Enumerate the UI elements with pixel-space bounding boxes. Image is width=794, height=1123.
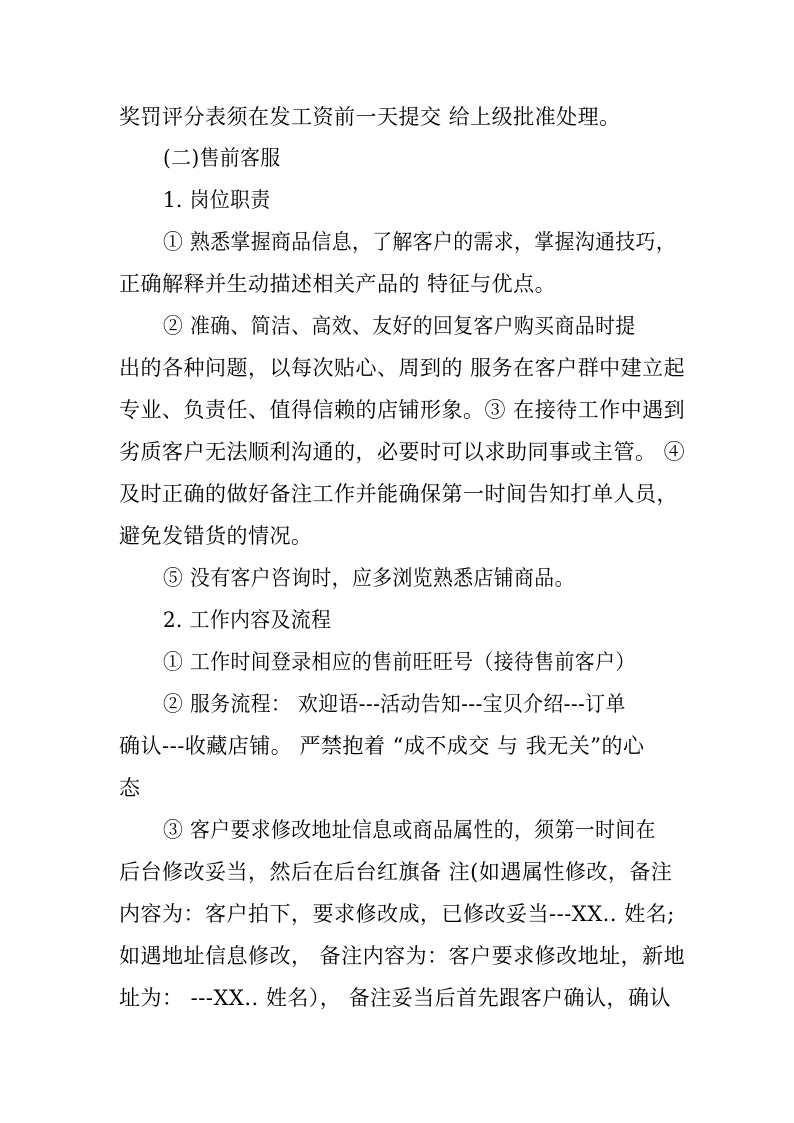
text-line: 奖罚评分表须在发工资前一天提交 给上级批准处理。 — [119, 105, 621, 129]
text-line: 劣质客户无法顺利沟通的，必要时可以求助同事或主管。 ④ — [119, 440, 686, 464]
text-line: 及时正确的做好备注工作并能确保第一时间告知打单人员， — [119, 482, 678, 506]
subsection-heading: 1. 岗位职责 — [163, 188, 271, 212]
text-line: ⑤ 没有客户咨询时，应多浏览熟悉店铺商品。 — [163, 566, 575, 590]
text-line: 后台修改妥当，然后在后台红旗备 注(如遇属性修改，备注 — [119, 860, 673, 884]
text-line: ② 准确、简洁、高效、友好的回复客户购买商品时提 — [163, 314, 636, 338]
text-line: 址为： ---XX.. 姓名）， 备注妥当后首先跟客户确认，确认 — [119, 986, 672, 1010]
text-line: ① 熟悉掌握商品信息，了解客户的需求，掌握沟通技巧， — [163, 230, 677, 254]
text-line: 如遇地址信息修改， 备注内容为：客户要求修改地址，新地 — [119, 944, 686, 968]
text-line: 避免发错货的情况。 — [119, 524, 313, 548]
text-line: 态 — [119, 776, 141, 800]
section-heading: (二)售前客服 — [163, 146, 281, 170]
text-line: ① 工作时间登录相应的售前旺旺号（接待售前客户） — [163, 650, 636, 674]
text-line: 专业、负责任、值得信赖的店铺形象。③ 在接待工作中遇到 — [119, 398, 686, 422]
text-line: ③ 客户要求修改地址信息或商品属性的，须第一时间在 — [163, 818, 656, 842]
subsection-heading: 2. 工作内容及流程 — [163, 608, 332, 632]
text-line: 确认---收藏店铺。 严禁抱着 “成不成交 与 我无关”的心 — [119, 734, 645, 758]
text-line: 出的各种问题，以每次贴心、周到的 服务在客户群中建立起 — [119, 356, 686, 380]
text-line: 正确解释并生动描述相关产品的 特征与优点。 — [119, 272, 557, 296]
text-line: 内容为：客户拍下，要求修改成，已修改妥当---XX.. 姓名; — [119, 902, 675, 926]
text-line: ② 服务流程： 欢迎语---活动告知---宝贝介绍---订单 — [163, 692, 626, 716]
